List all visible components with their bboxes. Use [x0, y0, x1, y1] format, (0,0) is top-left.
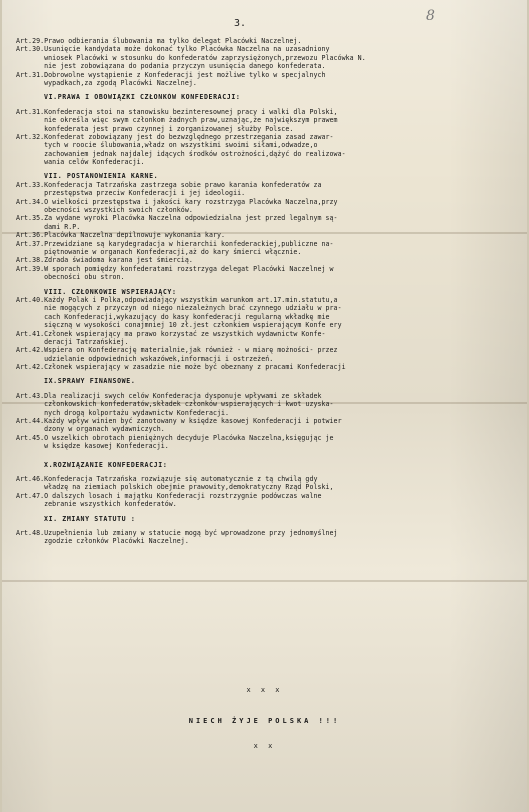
text-line: wniosek Placówki w stosunku do konfederatów zaprzysiężonych,przewozu Placówka N.: [16, 53, 366, 62]
text-line: deracji Tatrzańskiej.: [16, 337, 129, 346]
text-line: wania celów Konfederacji.: [16, 158, 145, 167]
text-line: Art.42.Członek wspierający w zasadzie nie może być obeznany z pracami Konfederacji: [16, 363, 346, 372]
text-line: Art.37.Przewidziane są karydegradacja w hierarchii konfederackiej,publiczne na-: [16, 239, 334, 248]
text-line: wypadkach,za zgodą Placówki Naczelnej.: [16, 78, 197, 87]
section-heading: XI. ZMIANY STATUTU :: [44, 514, 136, 523]
text-line: zgodzie członków Placówki Naczelnej.: [16, 537, 189, 546]
text-line: przestępstwa przeciw Konfederacji i jej ideologii.: [16, 189, 246, 198]
text-line: Art.47.O dalszych losach i majątku Konfederacji rozstrzygnie podówczas walne: [16, 491, 322, 500]
text-line: Art.42.Wspiera on Konfederację materialnie,jak również - w miarę możności- przez: [16, 346, 338, 355]
text-line: zachowaniem jednak najdalej idących środków ostrożności,dążyć do realizowa-: [16, 149, 346, 158]
text-line: sięczną w wysokości conajmniej 10 zł.jest członkiem wspierającym Konfe ery: [16, 321, 342, 330]
text-line: Art.39.W sporach pomiędzy konfederatami rozstrzyga delegat Placówki Naczelnej w: [16, 264, 334, 273]
text-line: Art.40.Każdy Polak i Polka,odpowiadający wszystkim warunkom art.17.min.statutu,a: [16, 295, 338, 304]
text-line: Art.45.O wszelkich obrotach pieniężnych decyduje Placówka Naczelna,księgując je: [16, 433, 334, 442]
text-line: Art.31.Dobrowolne wystąpienie z Konfederacji jest możliwe tylko w specjalnych: [16, 70, 326, 79]
text-line: Art.46.Konfederacja Tatrzańska rozwiązuje się automatycznie z tą chwilą gdy: [16, 474, 318, 483]
text-line: członkowskich konfederatów,składek członków wspierających i kwot uzyska-: [16, 400, 334, 409]
text-line: Art.43.Dla realizacji swych celów Konfederacja dysponuje wpływami ze składek: [16, 391, 322, 400]
text-line: Art.32.Konfederat zobowiązany jest do bezwzględnego przestrzegania zasad zawar-: [16, 132, 334, 141]
text-line: dami R.P.: [16, 222, 81, 231]
text-line: tych w roocie ślubowania,władz on wszystkimi swoimi siłami,odwadze,o: [16, 141, 318, 150]
closing-motto: NIECH ŻYJE POLSKA !!!: [188, 717, 341, 725]
text-line: Art.29.Prawo odbierania ślubowania ma tylko delegat Placówki Naczelnej.: [16, 37, 302, 45]
text-line: piętnowanie w organach Konfederacji,aż do kary śmierci włącznie.: [16, 247, 302, 256]
text-line: obecności obu stron.: [16, 273, 125, 282]
text-line: Art.33.Konfederacja Tatrzańska zastrzega sobie prawo karania konfederatów za: [16, 180, 322, 189]
text-line: Art.41.Członek wspierający ma prawo korzystać ze wszystkich wydawnictw Konfe-: [16, 329, 326, 338]
spacer: [16, 451, 524, 461]
text-line: Art.38.Zdrada świadoma karana jest śmiercią.: [16, 256, 193, 265]
section-heading: X.ROZWIĄZANIE KONFEDERACJI:: [44, 460, 168, 469]
divider-marks-top: x x x: [246, 686, 283, 694]
text-line: nie mogących z przyczyn od niego niezależnych brać czynnego udziału w pra-: [16, 304, 342, 313]
text-line: Art.34.O wielkości przestępstwa i jakości kary rozstrzyga Placówka Naczelna,przy: [16, 197, 338, 206]
text-line: udzielanie odpowiednich wskazówek,informacji i ostrzeżeń.: [16, 354, 274, 363]
text-line: nie określa więc swym członkom żadnych praw,uznając,że największym prawem: [16, 116, 338, 125]
text-line: Art.30.Usunięcie kandydata może dokonać tylko Placówka Naczelna na uzasadniony: [16, 45, 330, 54]
text-line: nych drogą kolportażu wydawnictw Konfederacji.: [16, 408, 230, 417]
text-line: dzony w organach wydawniczych.: [16, 425, 165, 434]
text-line: nie jest zobowiązana do podania przyczyn usunięcia danego konfederata.: [16, 62, 326, 71]
text-line: władzę na ziemiach polskich obejmie prawowity,demokratyczny Rząd Polski,: [16, 483, 334, 492]
text-line: cach Konfederacji,wykazujący do kasy konfederacji regularną wkładkę mie: [16, 312, 330, 321]
section-heading: VIII. CZŁONKOWIE WSPIERAJĄCY:: [44, 287, 177, 296]
section-heading: VII. POSTANOWIENIA KARNE.: [44, 172, 159, 181]
statute-text: [16, 37, 524, 546]
section-heading: IX.SPRAWY FINANSOWE.: [44, 377, 136, 386]
section-heading: VI.PRAWA I OBOWIĄZKI CZŁONKÓW KONFEDERACJI:: [44, 93, 241, 102]
page-number: 3.: [234, 18, 247, 29]
text-line: Art.48.Uzupełnienia lub zmiany w statucie mogą być wprowadzone przy jednomyślnej: [16, 528, 338, 537]
text-line: Art.35.Za wydane wyroki Placówka Naczelna odpowiedzialna jest przed legalnym są-: [16, 214, 338, 223]
paper-fold-line: [2, 580, 527, 582]
document-page: [2, 0, 527, 812]
pencil-annotation: 8: [426, 8, 435, 24]
text-line: Art.44.Każdy wpływ winien być zanotowany w księdze kasowej Konfederacji i potwier: [16, 417, 342, 426]
text-line: obecności wszystkich swoich członków.: [16, 206, 193, 215]
divider-marks-bottom: x x: [253, 742, 276, 750]
text-line: konfederata jest prawo czynnej i zorganizowanej służby Polsce.: [16, 124, 294, 133]
text-line: Art.36.Placówka Naczelna depilnowuje wykonania kary.: [16, 231, 226, 240]
text-line: w księdze kasowej Konfederacji.: [16, 442, 169, 451]
text-line: zebranie wszystkich konfederatów.: [16, 500, 177, 509]
text-line: Art.31.Konfederacja stoi na stanowisku bezinteresownej pracy i walki dla Polski,: [16, 107, 338, 116]
